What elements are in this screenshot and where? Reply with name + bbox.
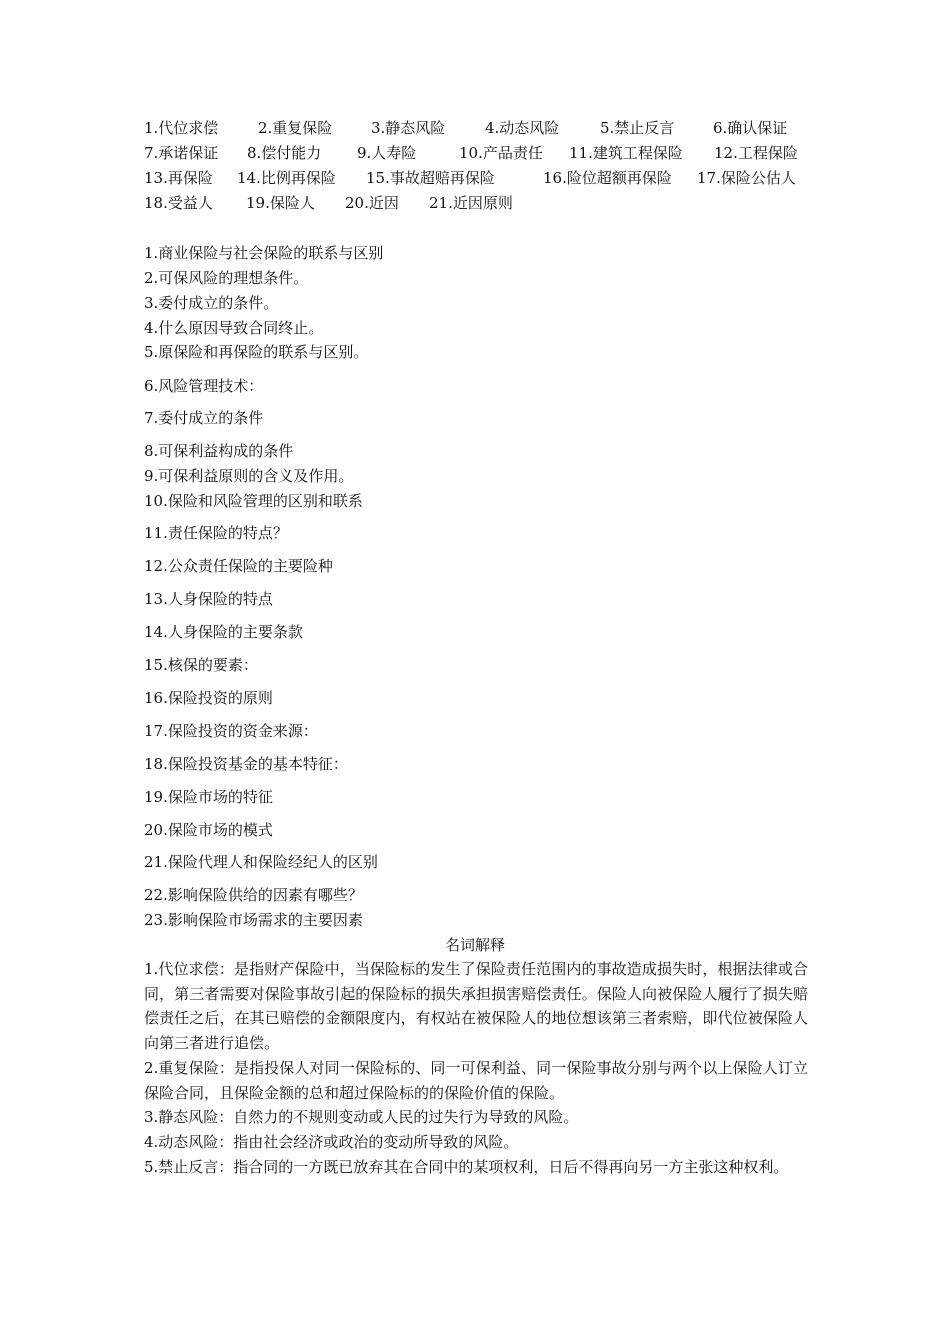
term-item: 2.重复保险 (258, 119, 333, 137)
term-item: 7.承诺保证 (144, 144, 219, 162)
definition-paragraph: 2.重复保险：是指投保人对同一保险标的、同一可保利益、同一保险事故分别与两个以上保险人订立保险合同，且保险金额的总和超过保险标的的保险价值的保险。 (144, 1059, 808, 1102)
question-item: 2.可保风险的理想条件。 (144, 269, 309, 287)
question-item: 16.保险投资的原则 (144, 689, 273, 707)
section-heading: 名词解释 (444, 936, 505, 954)
question-item: 20.保险市场的模式 (144, 821, 273, 839)
question-item: 17.保险投资的资金来源： (144, 722, 318, 740)
term-item: 21.近因原则 (429, 194, 513, 212)
question-item: 15.核保的要素： (144, 656, 258, 674)
term-item: 4.动态风险 (485, 119, 560, 137)
question-item: 5.原保险和再保险的联系与区别。 (144, 343, 369, 361)
question-item: 1.商业保险与社会保险的联系与区别 (144, 244, 384, 262)
term-item: 14.比例再保险 (237, 169, 336, 187)
term-item: 15.事故超赔再保险 (366, 169, 495, 187)
question-item: 22.影响保险供给的因素有哪些？ (144, 886, 363, 904)
term-item: 8.偿付能力 (247, 144, 322, 162)
question-item: 10.保险和风险管理的区别和联系 (144, 492, 363, 510)
term-item: 12.工程保险 (714, 144, 798, 162)
term-item: 3.静态风险 (371, 119, 446, 137)
question-item: 21.保险代理人和保险经纪人的区别 (144, 853, 378, 871)
term-item: 13.再保险 (144, 169, 213, 187)
question-item: 11.责任保险的特点？ (144, 524, 288, 542)
question-item: 14.人身保险的主要条款 (144, 623, 303, 641)
question-item: 4.什么原因导致合同终止。 (144, 319, 324, 337)
term-item: 19.保险人 (246, 194, 315, 212)
question-item: 12.公众责任保险的主要险种 (144, 557, 333, 575)
question-item: 7.委付成立的条件 (144, 409, 264, 427)
term-item: 1.代位求偿 (144, 119, 219, 137)
definition-paragraph: 1.代位求偿：是指财产保险中，当保险标的发生了保险责任范围内的事故造成损失时，根据法律或合同，第三者需要对保险事故引起的保险标的损失承担损害赔偿责任。保险人向被保险人履行了损失赔偿责任之后，在其已赔偿的金额限度内，有权站在被保险人的地位想该第三者索赔，即代位被保险人向第三者进行追偿。 (144, 960, 808, 1052)
term-item: 9.人寿险 (357, 144, 417, 162)
term-item: 6.确认保证 (713, 119, 788, 137)
term-item: 17.保险公估人 (697, 169, 796, 187)
question-item: 9.可保利益原则的含义及作用。 (144, 467, 354, 485)
term-item: 16.险位超额再保险 (543, 169, 672, 187)
term-item: 5.禁止反言 (600, 119, 675, 137)
question-item: 23.影响保险市场需求的主要因素 (144, 911, 363, 929)
definition-paragraph: 4.动态风险：指由社会经济或政治的变动所导致的风险。 (144, 1133, 519, 1151)
question-item: 18.保险投资基金的基本特征： (144, 755, 348, 773)
term-item: 18.受益人 (144, 194, 213, 212)
term-item: 11.建筑工程保险 (569, 144, 683, 162)
definition-paragraph: 3.静态风险：自然力的不规则变动或人民的过失行为导致的风险。 (144, 1108, 579, 1126)
term-item: 10.产品责任 (459, 144, 543, 162)
question-item: 19.保险市场的特征 (144, 788, 273, 806)
question-item: 3.委付成立的条件。 (144, 294, 279, 312)
question-item: 8.可保利益构成的条件 (144, 442, 294, 460)
question-item: 13.人身保险的特点 (144, 590, 273, 608)
definition-paragraph: 5.禁止反言：指合同的一方既已放弃其在合同中的某项权利，日后不得再向另一方主张这种权利。 (144, 1158, 789, 1176)
term-item: 20.近因 (345, 194, 399, 212)
question-item: 6.风险管理技术： (144, 377, 264, 395)
